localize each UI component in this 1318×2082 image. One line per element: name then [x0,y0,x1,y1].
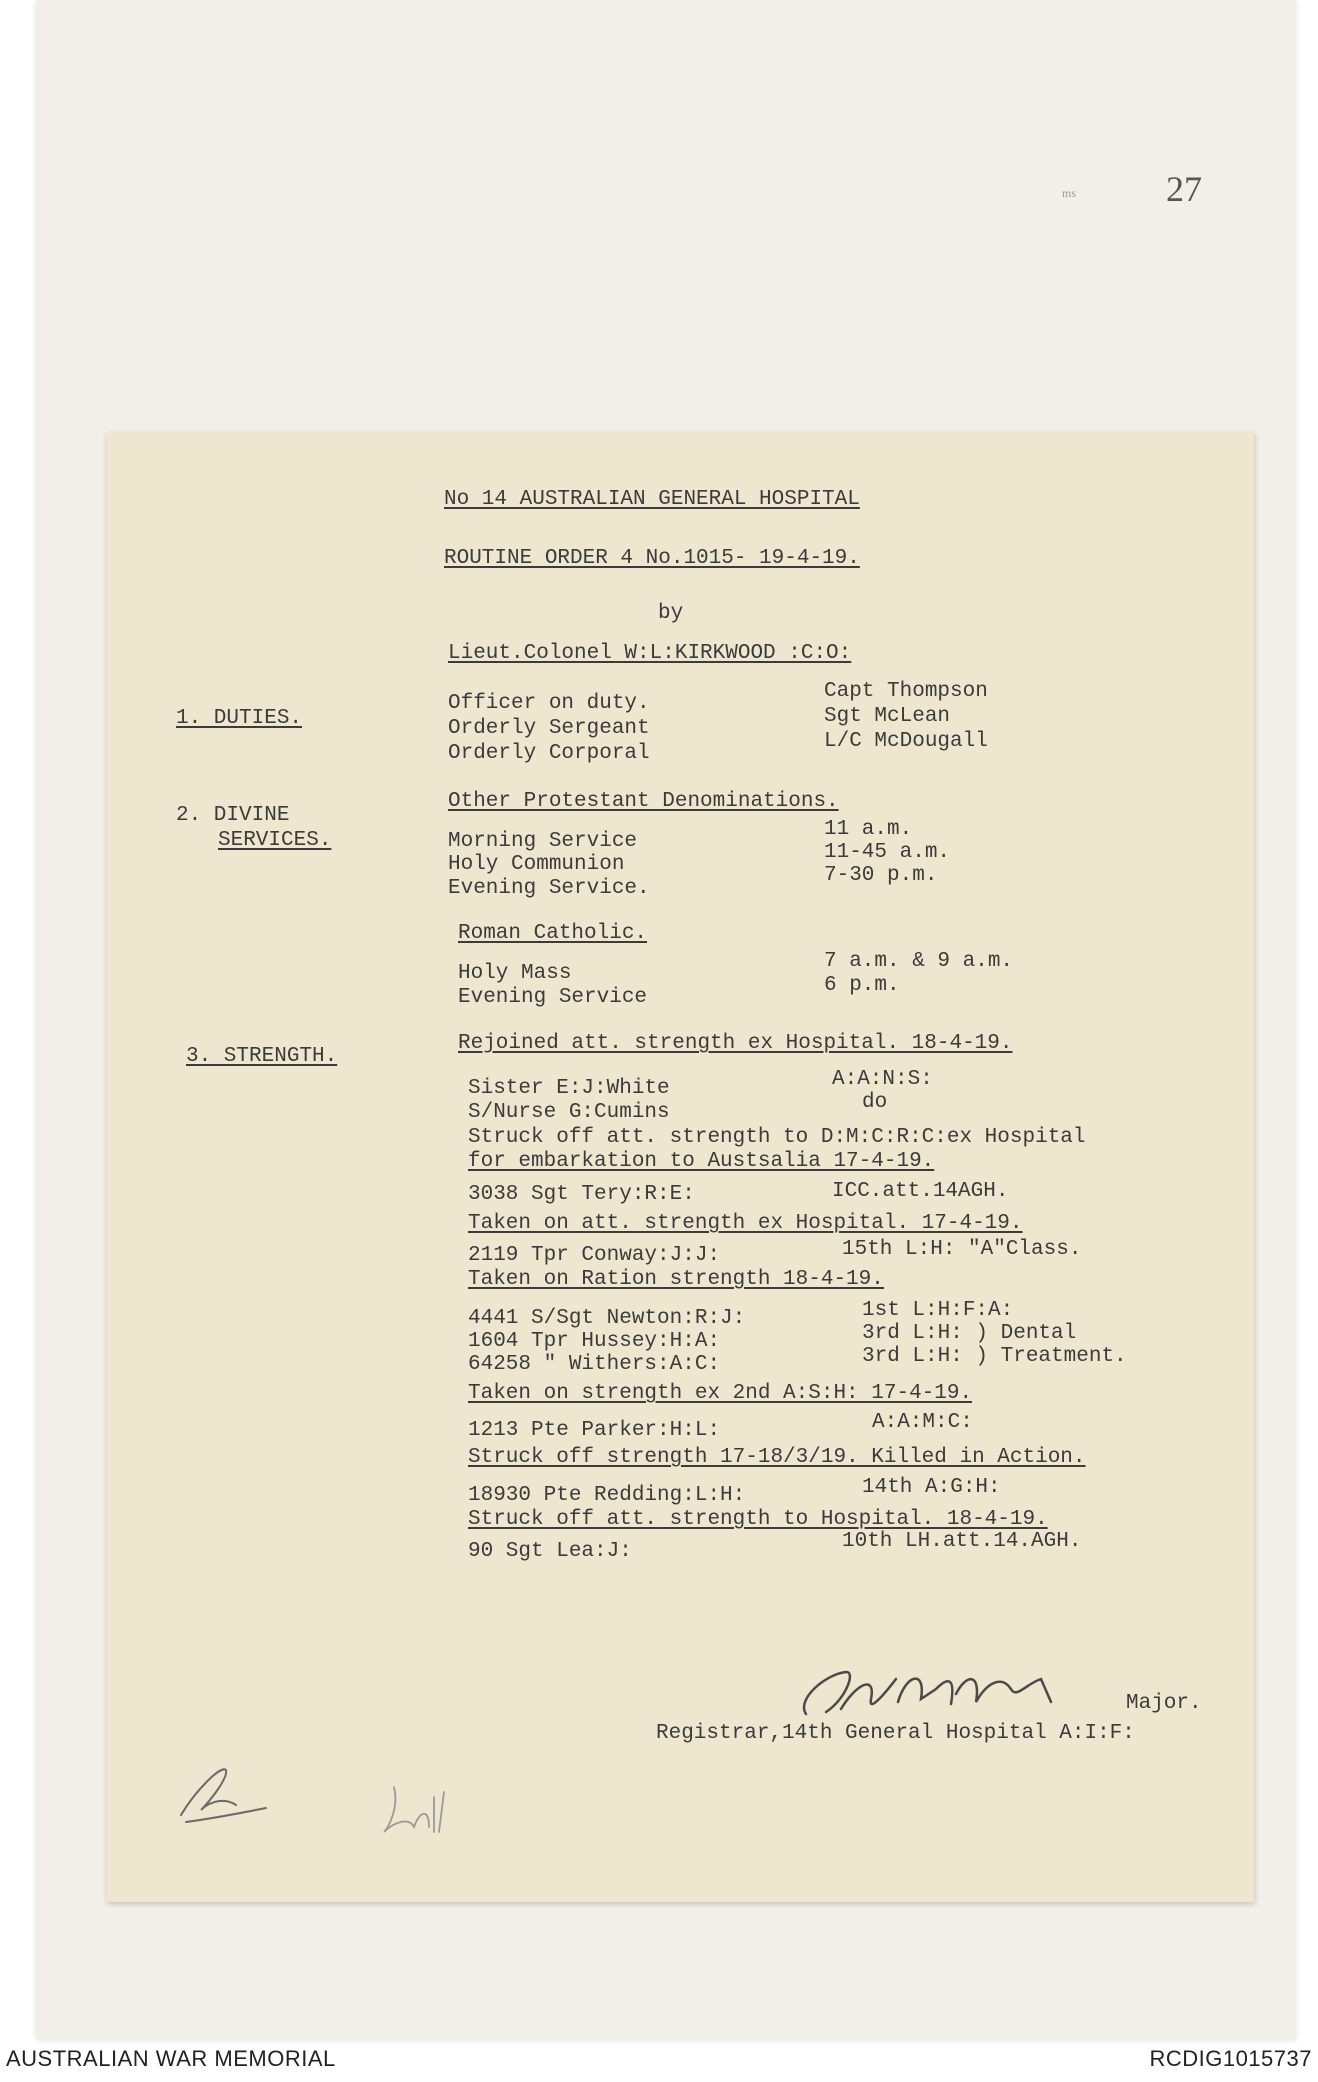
strength-unit-14: A:A:M:C: [872,1411,973,1434]
commander: Lieut.Colonel W:L:KIRKWOOD :C:O: [448,642,852,665]
divine-heading-1: 2. DIVINE [176,804,290,827]
by-label: by [658,602,684,625]
strength-name-11: 1604 Tpr Hussey:H:A: [468,1330,721,1353]
strength-name-2: Sister E:J:White [468,1077,670,1100]
catholic-service-1: Holy Mass [458,962,572,985]
catholic-heading: Roman Catholic. [458,922,648,945]
strength-line-13: Taken on strength ex 2nd A:S:H: 17-4-19. [468,1382,973,1405]
duty-name-1: Capt Thompson [824,680,988,703]
catholic-service-2: Evening Service [458,986,648,1009]
protestant-time-1: 11 a.m. [824,818,913,841]
strength-name-8: 2119 Tpr Conway:J:J: [468,1244,721,1267]
strength-name-18: 90 Sgt Lea:J: [468,1540,632,1563]
footer-right: RCDIG1015737 [1149,2046,1312,2071]
strength-line-4: Struck off att. strength to D:M:C:R:C:ex Hospital [468,1126,1086,1149]
signoff-rank: Major. [1126,1692,1202,1715]
protestant-service-1: Morning Service [448,830,638,853]
strength-line-5: for embarkation to Austsalia 17-4-19. [468,1150,935,1173]
protestant-heading: Other Protestant Denominations. [448,790,839,813]
initials-mark-1 [166,1750,276,1830]
strength-name-6: 3038 Sgt Tery:R:E: [468,1183,695,1206]
album-page [36,0,1296,2040]
signature-stafford [786,1644,1086,1734]
strength-name-14: 1213 Pte Parker:H:L: [468,1419,721,1442]
strength-unit-12: 3rd L:H: ) Treatment. [862,1345,1127,1368]
strength-unit-2: A:A:N:S: [832,1068,933,1091]
strength-line-17: Struck off att. strength to Hospital. 18-4-19. [468,1508,1048,1531]
strength-unit-8: 15th L:H: "A"Class. [842,1238,1082,1261]
folio-number: 27 [1166,169,1202,209]
strength-line-15: Struck off strength 17-18/3/19. Killed in Action. [468,1446,1086,1469]
duty-role-3: Orderly Corporal [448,742,650,765]
duty-role-2: Orderly Sergeant [448,717,650,740]
initials-mark-2 [374,1777,464,1847]
order-line: ROUTINE ORDER 4 No.1015- 19-4-19. [444,547,860,570]
strength-line-7: Taken on att. strength ex Hospital. 17-4-19. [468,1212,1023,1235]
strength-name-10: 4441 S/Sgt Newton:R:J: [468,1307,746,1330]
protestant-time-3: 7-30 p.m. [824,864,938,887]
protestant-time-2: 11-45 a.m. [824,841,951,864]
strength-name-3: S/Nurse G:Cumins [468,1101,670,1124]
routine-order-sheet [106,432,1254,1902]
duties-number: 1. DUTIES. [176,707,303,730]
folio-mark: ms [1062,186,1077,200]
strength-number: 3. STRENGTH. [186,1045,338,1068]
footer-left: AUSTRALIAN WAR MEMORIAL [6,2046,336,2071]
strength-name-12: 64258 " Withers:A:C: [468,1353,721,1376]
catholic-time-2: 6 p.m. [824,974,900,997]
protestant-service-3: Evening Service. [448,877,650,900]
divine-heading-2: SERVICES. [218,829,332,852]
duty-name-3: L/C McDougall [824,730,988,753]
signoff-title: Registrar,14th General Hospital A:I:F: [656,1722,1135,1745]
strength-unit-18: 10th LH.att.14.AGH. [842,1530,1082,1553]
strength-line-9: Taken on Ration strength 18-4-19. [468,1268,884,1291]
document-title: No 14 AUSTRALIAN GENERAL HOSPITAL [444,488,860,511]
strength-unit-3: do [862,1091,888,1114]
strength-unit-16: 14th A:G:H: [862,1476,1001,1499]
strength-name-16: 18930 Pte Redding:L:H: [468,1484,746,1507]
catholic-time-1: 7 a.m. & 9 a.m. [824,950,1014,973]
protestant-service-2: Holy Communion [448,853,625,876]
strength-line-1: Rejoined att. strength ex Hospital. 18-4-19. [458,1032,1013,1055]
strength-unit-11: 3rd L:H: ) Dental [862,1322,1077,1345]
strength-unit-10: 1st L:H:F:A: [862,1299,1014,1322]
duty-role-1: Officer on duty. [448,692,650,715]
duty-name-2: Sgt McLean [824,705,951,728]
strength-unit-6: ICC.att.14AGH. [832,1180,1009,1203]
